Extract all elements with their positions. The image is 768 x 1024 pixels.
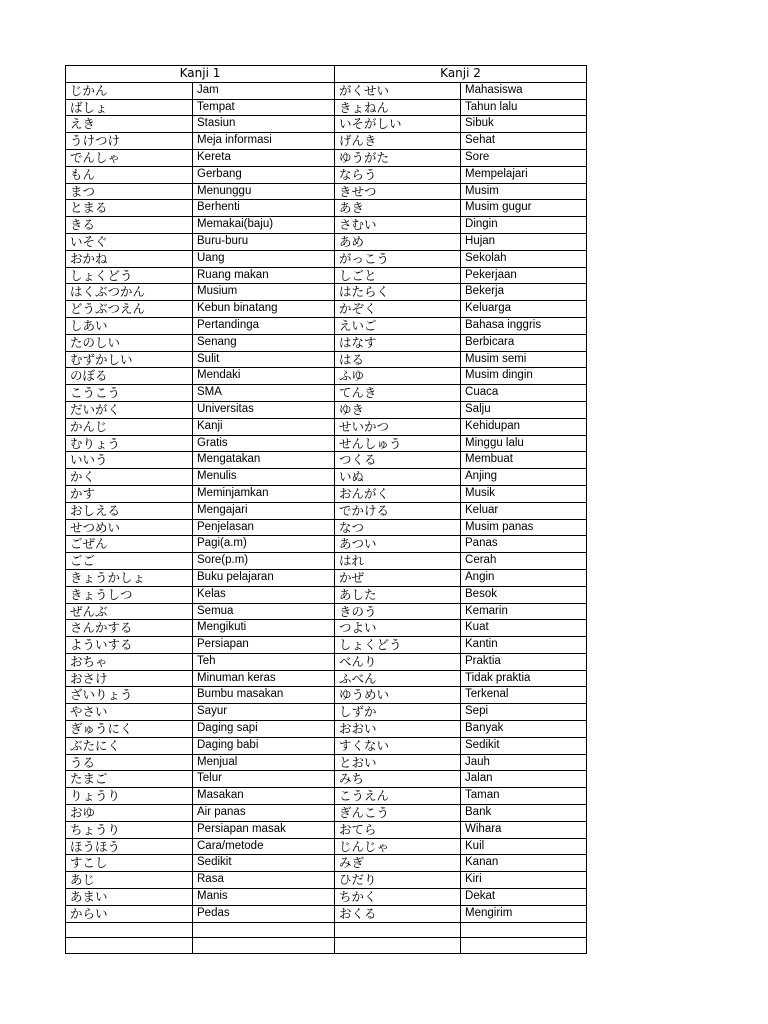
header-row: [66, 66, 587, 83]
kana-1-cell: りょうり: [66, 788, 193, 805]
table-row: [66, 553, 587, 570]
meaning-1-cell: Kebun binatang: [193, 301, 335, 318]
table-row: [66, 368, 587, 385]
meaning-2-cell: Musim semi: [461, 351, 587, 368]
kana-2-cell: しごと: [335, 267, 461, 284]
table-row: [66, 821, 587, 838]
kana-2-cell: おくる: [335, 905, 461, 922]
meaning-1-cell: Menunggu: [193, 183, 335, 200]
table-row: [66, 183, 587, 200]
vocabulary-table: [65, 65, 587, 954]
kana-2-cell: つよい: [335, 620, 461, 637]
meaning-1-cell: Senang: [193, 334, 335, 351]
kana-1-cell: ざいりょう: [66, 687, 193, 704]
kana-2-cell: べんり: [335, 653, 461, 670]
meaning-2-cell: Bahasa inggris: [461, 317, 587, 334]
kana-1-cell: かんじ: [66, 418, 193, 435]
meaning-2-cell: Bank: [461, 805, 587, 822]
meaning-1-cell: Air panas: [193, 805, 335, 822]
meaning-2-cell: Tidak praktia: [461, 670, 587, 687]
header-kanji-1: Kanji 1: [66, 66, 335, 83]
table-row: [66, 250, 587, 267]
meaning-2-cell: Sibuk: [461, 116, 587, 133]
meaning-1-cell: Mengajari: [193, 502, 335, 519]
kana-2-cell: ゆうめい: [335, 687, 461, 704]
kana-2-cell: せいかつ: [335, 418, 461, 435]
kana-1-cell: [66, 922, 193, 938]
table-row: [66, 116, 587, 133]
kana-2-cell: おおい: [335, 721, 461, 738]
meaning-1-cell: Persiapan masak: [193, 821, 335, 838]
kana-2-cell: ならう: [335, 166, 461, 183]
table-row: [66, 217, 587, 234]
meaning-1-cell: Penjelasan: [193, 519, 335, 536]
meaning-1-cell: SMA: [193, 385, 335, 402]
kana-2-cell: ぎんこう: [335, 805, 461, 822]
meaning-2-cell: [461, 922, 587, 938]
meaning-2-cell: Membuat: [461, 452, 587, 469]
meaning-2-cell: Kantin: [461, 637, 587, 654]
kana-1-cell: たまご: [66, 771, 193, 788]
table-body: [66, 82, 587, 953]
meaning-2-cell: Banyak: [461, 721, 587, 738]
kana-2-cell: きせつ: [335, 183, 461, 200]
meaning-2-cell: Terkenal: [461, 687, 587, 704]
meaning-2-cell: Musim: [461, 183, 587, 200]
kana-1-cell: やさい: [66, 704, 193, 721]
table-row: [66, 435, 587, 452]
meaning-1-cell: Mendaki: [193, 368, 335, 385]
kana-2-cell: みち: [335, 771, 461, 788]
kana-1-cell: たのしい: [66, 334, 193, 351]
table-row: [66, 519, 587, 536]
kana-1-cell: こうこう: [66, 385, 193, 402]
kana-2-cell: かぞく: [335, 301, 461, 318]
table-row: [66, 603, 587, 620]
kana-1-cell: むりょう: [66, 435, 193, 452]
table-row: [66, 351, 587, 368]
meaning-2-cell: [461, 938, 587, 954]
meaning-1-cell: Musium: [193, 284, 335, 301]
meaning-1-cell: Mengatakan: [193, 452, 335, 469]
meaning-1-cell: Sulit: [193, 351, 335, 368]
meaning-2-cell: Kiri: [461, 872, 587, 889]
kana-2-cell: せんしゅう: [335, 435, 461, 452]
meaning-2-cell: Bekerja: [461, 284, 587, 301]
meaning-1-cell: Daging sapi: [193, 721, 335, 738]
table-row: [66, 938, 587, 954]
kana-1-cell: はくぶつかん: [66, 284, 193, 301]
table-row: [66, 670, 587, 687]
table-row: [66, 385, 587, 402]
meaning-1-cell: [193, 938, 335, 954]
kana-2-cell: とおい: [335, 754, 461, 771]
meaning-2-cell: Kuil: [461, 838, 587, 855]
kana-1-cell: [66, 938, 193, 954]
table-row: [66, 922, 587, 938]
kana-1-cell: むずかしい: [66, 351, 193, 368]
kana-1-cell: おかね: [66, 250, 193, 267]
kana-2-cell: すくない: [335, 737, 461, 754]
kana-2-cell: あめ: [335, 233, 461, 250]
kana-1-cell: ちょうり: [66, 821, 193, 838]
meaning-1-cell: Gerbang: [193, 166, 335, 183]
meaning-1-cell: Pagi(a.m): [193, 536, 335, 553]
meaning-2-cell: Panas: [461, 536, 587, 553]
table-row: [66, 536, 587, 553]
kana-2-cell: こうえん: [335, 788, 461, 805]
kana-2-cell: ゆき: [335, 401, 461, 418]
kana-2-cell: ふゆ: [335, 368, 461, 385]
kana-1-cell: ぶたにく: [66, 737, 193, 754]
meaning-2-cell: Jauh: [461, 754, 587, 771]
meaning-1-cell: Memakai(baju): [193, 217, 335, 234]
table-row: [66, 637, 587, 654]
kana-2-cell: しょくどう: [335, 637, 461, 654]
table-row: [66, 485, 587, 502]
kana-2-cell: げんき: [335, 133, 461, 150]
kana-1-cell: きょうしつ: [66, 586, 193, 603]
kana-2-cell: ちかく: [335, 889, 461, 906]
meaning-1-cell: Sedikit: [193, 855, 335, 872]
meaning-2-cell: Dingin: [461, 217, 587, 234]
meaning-2-cell: Musim panas: [461, 519, 587, 536]
kana-1-cell: ばしょ: [66, 99, 193, 116]
table-row: [66, 838, 587, 855]
kana-1-cell: ぎゅうにく: [66, 721, 193, 738]
meaning-1-cell: Sore(p.m): [193, 553, 335, 570]
kana-1-cell: あまい: [66, 889, 193, 906]
meaning-2-cell: Jalan: [461, 771, 587, 788]
table-row: [66, 267, 587, 284]
kana-2-cell: あき: [335, 200, 461, 217]
kana-2-cell: でかける: [335, 502, 461, 519]
table-row: [66, 99, 587, 116]
kana-2-cell: はれ: [335, 553, 461, 570]
meaning-2-cell: Cuaca: [461, 385, 587, 402]
kana-2-cell: きょねん: [335, 99, 461, 116]
meaning-2-cell: Sekolah: [461, 250, 587, 267]
table-row: [66, 233, 587, 250]
header-kanji-2: Kanji 2: [335, 66, 587, 83]
meaning-1-cell: Kanji: [193, 418, 335, 435]
table-row: [66, 754, 587, 771]
kana-1-cell: おさけ: [66, 670, 193, 687]
meaning-1-cell: Berhenti: [193, 200, 335, 217]
kana-1-cell: えき: [66, 116, 193, 133]
table-row: [66, 805, 587, 822]
table-row: [66, 620, 587, 637]
meaning-2-cell: Kanan: [461, 855, 587, 872]
kana-1-cell: ほうほう: [66, 838, 193, 855]
kana-1-cell: あじ: [66, 872, 193, 889]
kana-2-cell: がっこう: [335, 250, 461, 267]
meaning-1-cell: Bumbu masakan: [193, 687, 335, 704]
table-row: [66, 82, 587, 99]
table-row: [66, 401, 587, 418]
kana-1-cell: すこし: [66, 855, 193, 872]
meaning-2-cell: Mahasiswa: [461, 82, 587, 99]
table-row: [66, 452, 587, 469]
meaning-2-cell: Taman: [461, 788, 587, 805]
kana-1-cell: うけつけ: [66, 133, 193, 150]
kana-1-cell: もん: [66, 166, 193, 183]
kana-1-cell: からい: [66, 905, 193, 922]
kana-2-cell: てんき: [335, 385, 461, 402]
table-row: [66, 317, 587, 334]
meaning-1-cell: Pedas: [193, 905, 335, 922]
table-row: [66, 653, 587, 670]
meaning-2-cell: Mempelajari: [461, 166, 587, 183]
kana-2-cell: みぎ: [335, 855, 461, 872]
kana-1-cell: いそぐ: [66, 233, 193, 250]
kana-2-cell: かぜ: [335, 569, 461, 586]
meaning-1-cell: Uang: [193, 250, 335, 267]
kana-2-cell: つくる: [335, 452, 461, 469]
meaning-2-cell: Kehidupan: [461, 418, 587, 435]
kana-1-cell: でんしゃ: [66, 149, 193, 166]
table-row: [66, 502, 587, 519]
meaning-1-cell: Daging babi: [193, 737, 335, 754]
meaning-1-cell: Stasiun: [193, 116, 335, 133]
meaning-2-cell: Hujan: [461, 233, 587, 250]
meaning-1-cell: Buru-buru: [193, 233, 335, 250]
meaning-1-cell: Persiapan: [193, 637, 335, 654]
table-row: [66, 788, 587, 805]
kana-1-cell: だいがく: [66, 401, 193, 418]
kana-2-cell: さむい: [335, 217, 461, 234]
kana-2-cell: きのう: [335, 603, 461, 620]
meaning-1-cell: Universitas: [193, 401, 335, 418]
kana-2-cell: がくせい: [335, 82, 461, 99]
kana-1-cell: しょくどう: [66, 267, 193, 284]
table-row: [66, 905, 587, 922]
meaning-2-cell: Kuat: [461, 620, 587, 637]
meaning-2-cell: Musim gugur: [461, 200, 587, 217]
table-row: [66, 569, 587, 586]
meaning-1-cell: Kelas: [193, 586, 335, 603]
meaning-2-cell: Berbicara: [461, 334, 587, 351]
meaning-2-cell: Kemarin: [461, 603, 587, 620]
kana-1-cell: じかん: [66, 82, 193, 99]
meaning-2-cell: Wihara: [461, 821, 587, 838]
table-row: [66, 737, 587, 754]
table-row: [66, 200, 587, 217]
kana-2-cell: おんがく: [335, 485, 461, 502]
meaning-1-cell: Ruang makan: [193, 267, 335, 284]
table-row: [66, 855, 587, 872]
meaning-2-cell: Sepi: [461, 704, 587, 721]
meaning-1-cell: Manis: [193, 889, 335, 906]
table-row: [66, 771, 587, 788]
kana-2-cell: はなす: [335, 334, 461, 351]
meaning-2-cell: Pekerjaan: [461, 267, 587, 284]
meaning-1-cell: Mengikuti: [193, 620, 335, 637]
meaning-1-cell: Masakan: [193, 788, 335, 805]
meaning-2-cell: Sehat: [461, 133, 587, 150]
kana-2-cell: あした: [335, 586, 461, 603]
meaning-1-cell: Buku pelajaran: [193, 569, 335, 586]
kana-2-cell: じんじゃ: [335, 838, 461, 855]
kana-1-cell: うる: [66, 754, 193, 771]
kana-1-cell: かす: [66, 485, 193, 502]
kana-2-cell: ゆうがた: [335, 149, 461, 166]
meaning-2-cell: Sore: [461, 149, 587, 166]
meaning-1-cell: Gratis: [193, 435, 335, 452]
meaning-2-cell: Cerah: [461, 553, 587, 570]
meaning-1-cell: Semua: [193, 603, 335, 620]
kana-1-cell: きょうかしょ: [66, 569, 193, 586]
kana-2-cell: なつ: [335, 519, 461, 536]
table-row: [66, 687, 587, 704]
meaning-1-cell: Meminjamkan: [193, 485, 335, 502]
kana-1-cell: ごぜん: [66, 536, 193, 553]
meaning-2-cell: Keluar: [461, 502, 587, 519]
table-row: [66, 284, 587, 301]
kana-2-cell: ふべん: [335, 670, 461, 687]
table-row: [66, 704, 587, 721]
kana-1-cell: かく: [66, 469, 193, 486]
meaning-1-cell: Meja informasi: [193, 133, 335, 150]
meaning-2-cell: Musim dingin: [461, 368, 587, 385]
kana-2-cell: [335, 938, 461, 954]
table-row: [66, 133, 587, 150]
kana-2-cell: いそがしい: [335, 116, 461, 133]
meaning-1-cell: Rasa: [193, 872, 335, 889]
table-row: [66, 166, 587, 183]
kana-1-cell: おちゃ: [66, 653, 193, 670]
table-row: [66, 334, 587, 351]
meaning-2-cell: Salju: [461, 401, 587, 418]
kana-1-cell: さんかする: [66, 620, 193, 637]
kana-1-cell: どうぶつえん: [66, 301, 193, 318]
meaning-1-cell: Pertandinga: [193, 317, 335, 334]
meaning-2-cell: Sedikit: [461, 737, 587, 754]
meaning-1-cell: Sayur: [193, 704, 335, 721]
kana-2-cell: はる: [335, 351, 461, 368]
table-row: [66, 872, 587, 889]
kana-1-cell: よういする: [66, 637, 193, 654]
table-row: [66, 586, 587, 603]
kana-1-cell: おゆ: [66, 805, 193, 822]
kana-1-cell: しあい: [66, 317, 193, 334]
kana-1-cell: とまる: [66, 200, 193, 217]
table-row: [66, 301, 587, 318]
meaning-2-cell: Minggu lalu: [461, 435, 587, 452]
kana-1-cell: ごご: [66, 553, 193, 570]
kana-1-cell: きる: [66, 217, 193, 234]
kana-2-cell: えいご: [335, 317, 461, 334]
meaning-2-cell: Keluarga: [461, 301, 587, 318]
kana-2-cell: おてら: [335, 821, 461, 838]
meaning-1-cell: Kereta: [193, 149, 335, 166]
kana-2-cell: しずか: [335, 704, 461, 721]
kana-1-cell: おしえる: [66, 502, 193, 519]
meaning-2-cell: Besok: [461, 586, 587, 603]
meaning-2-cell: Mengirim: [461, 905, 587, 922]
kana-1-cell: せつめい: [66, 519, 193, 536]
kana-2-cell: あつい: [335, 536, 461, 553]
meaning-1-cell: Menulis: [193, 469, 335, 486]
table-row: [66, 418, 587, 435]
kana-2-cell: ひだり: [335, 872, 461, 889]
kana-2-cell: はたらく: [335, 284, 461, 301]
meaning-2-cell: Angin: [461, 569, 587, 586]
meaning-1-cell: Telur: [193, 771, 335, 788]
meaning-2-cell: Anjing: [461, 469, 587, 486]
kana-1-cell: ぜんぶ: [66, 603, 193, 620]
meaning-2-cell: Dekat: [461, 889, 587, 906]
meaning-1-cell: [193, 922, 335, 938]
kana-1-cell: のぼる: [66, 368, 193, 385]
meaning-1-cell: Menjual: [193, 754, 335, 771]
kana-1-cell: いいう: [66, 452, 193, 469]
meaning-2-cell: Tahun lalu: [461, 99, 587, 116]
kana-1-cell: まつ: [66, 183, 193, 200]
table-row: [66, 721, 587, 738]
meaning-2-cell: Musik: [461, 485, 587, 502]
meaning-1-cell: Tempat: [193, 99, 335, 116]
meaning-2-cell: Praktia: [461, 653, 587, 670]
meaning-1-cell: Cara/metode: [193, 838, 335, 855]
table-row: [66, 469, 587, 486]
meaning-1-cell: Minuman keras: [193, 670, 335, 687]
kana-2-cell: いぬ: [335, 469, 461, 486]
kana-2-cell: [335, 922, 461, 938]
table-row: [66, 149, 587, 166]
table-row: [66, 889, 587, 906]
meaning-1-cell: Jam: [193, 82, 335, 99]
meaning-1-cell: Teh: [193, 653, 335, 670]
